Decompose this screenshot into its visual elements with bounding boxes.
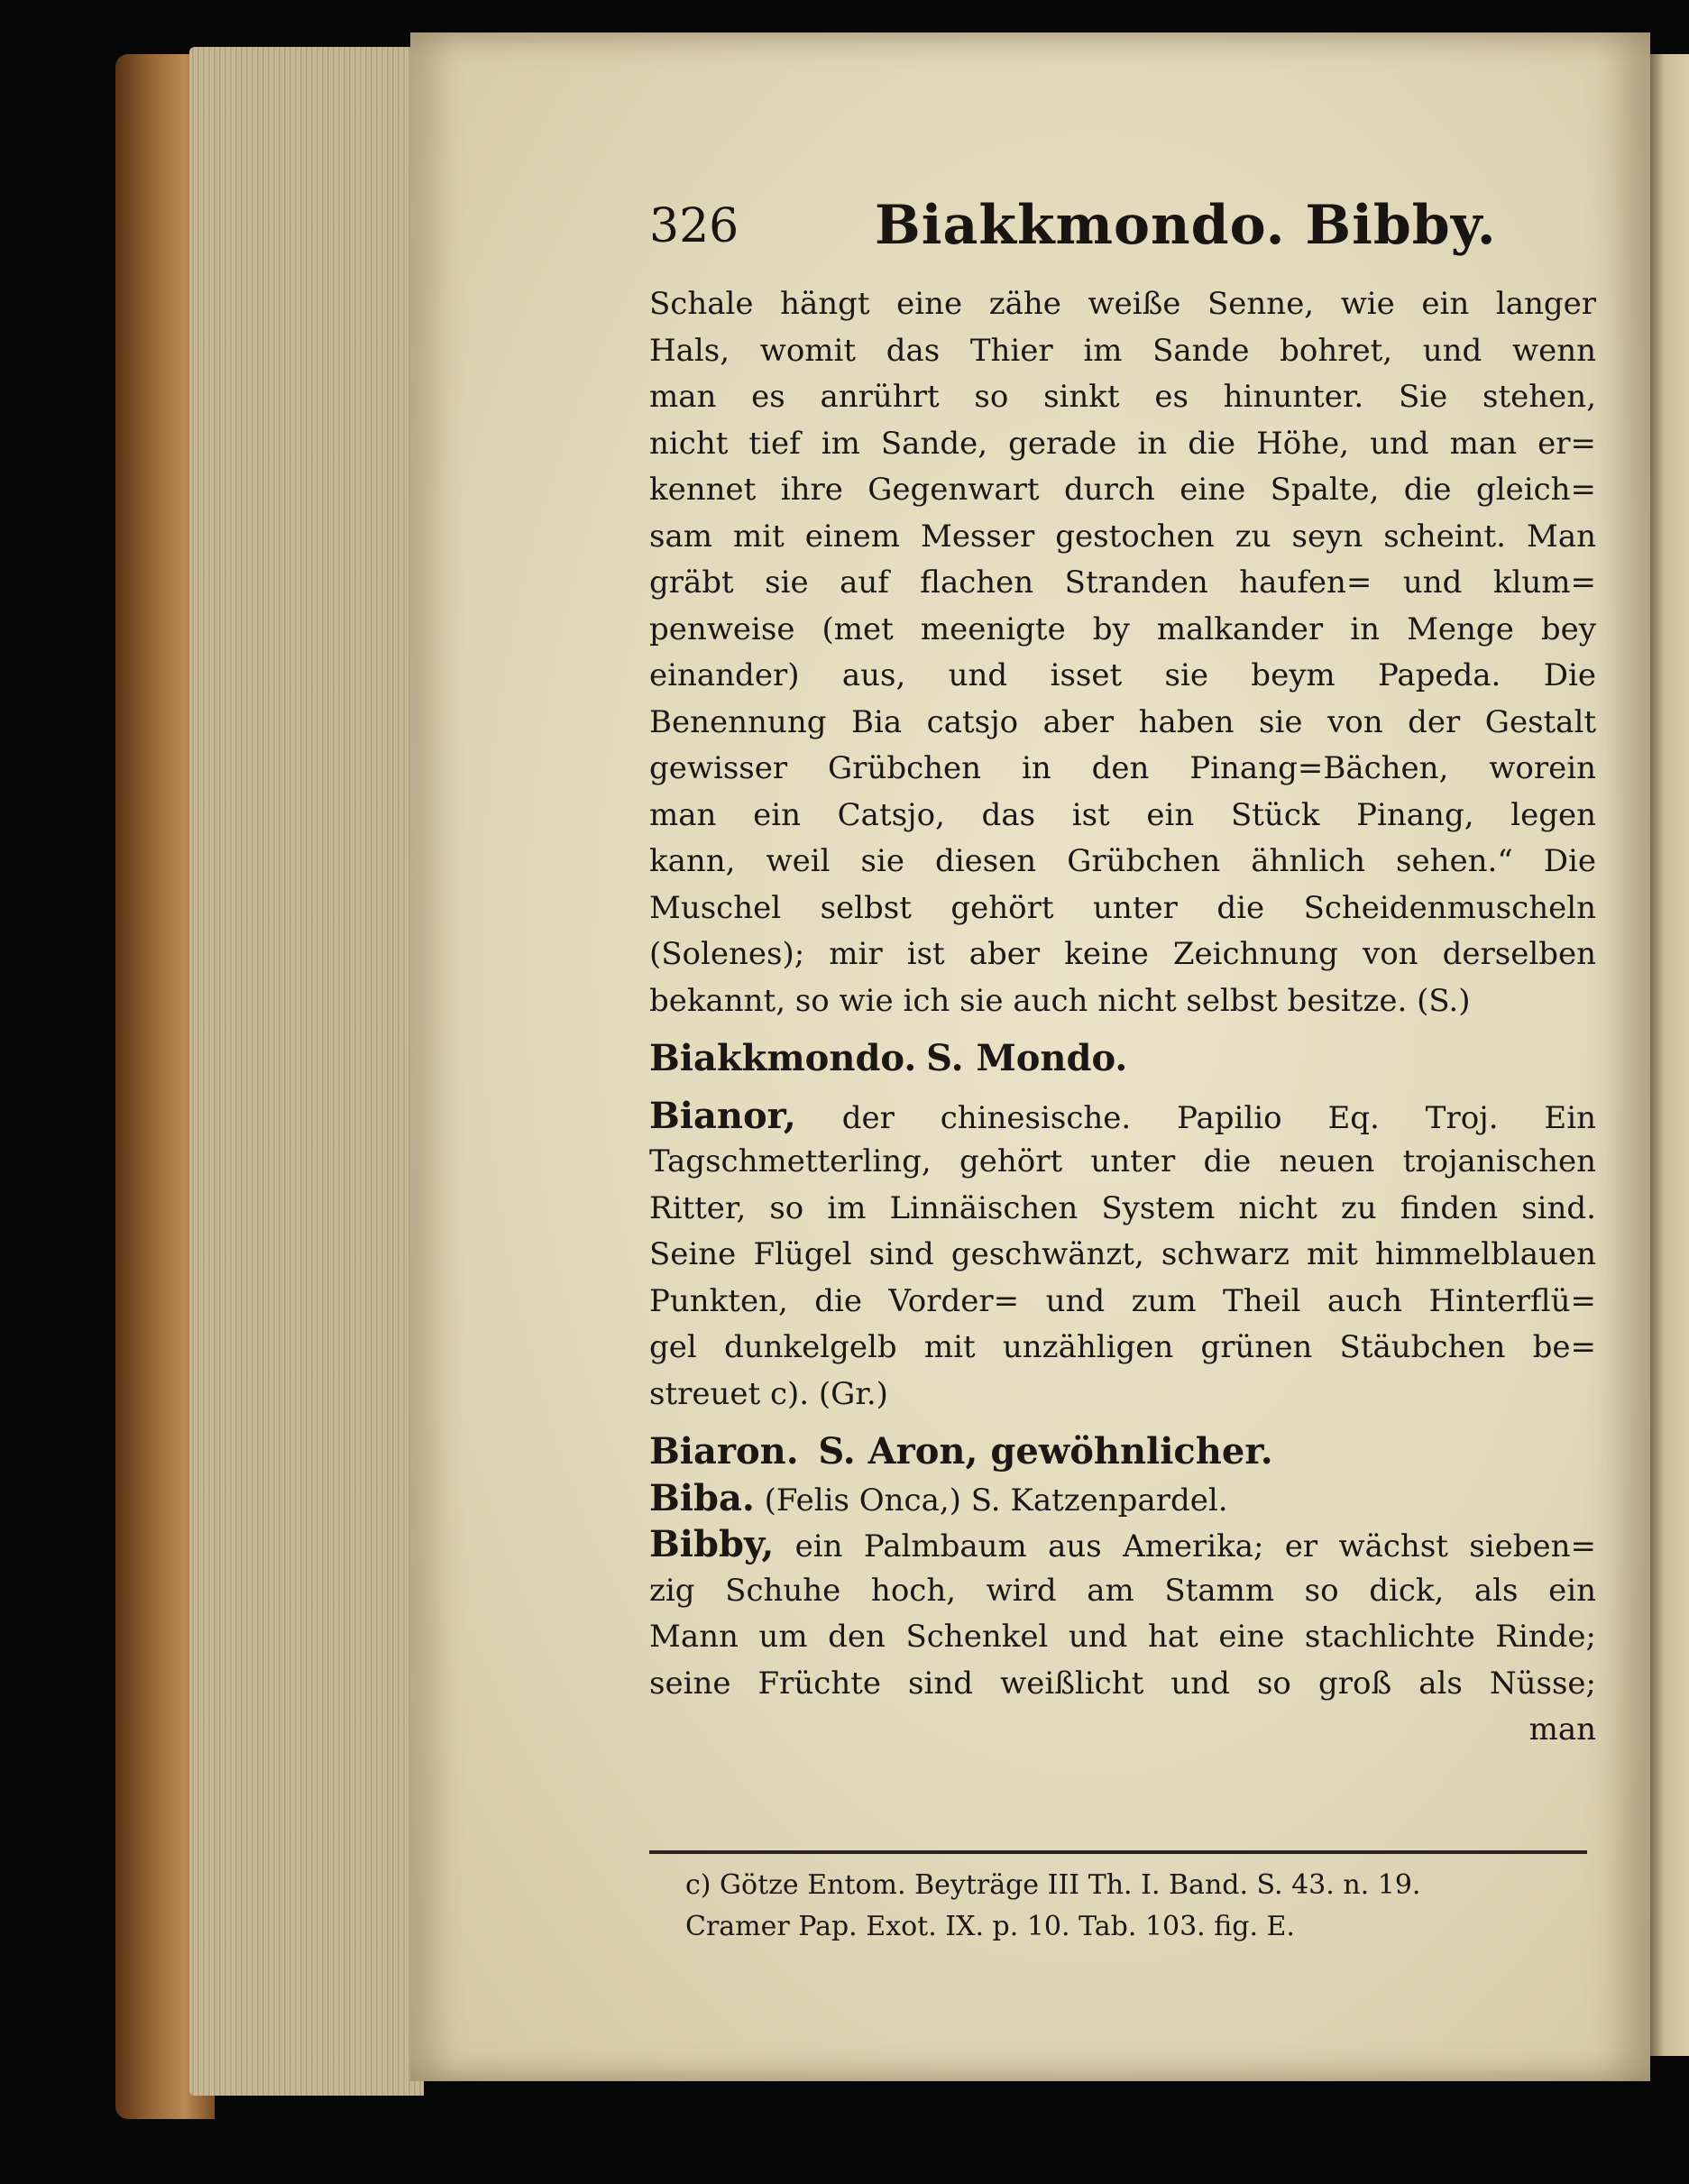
text-line: streuet c). (Gr.)	[649, 1375, 888, 1412]
headword: Biaron.	[649, 1430, 799, 1473]
text-line: Muschel selbst gehört unter die Scheidenmuscheln	[649, 889, 1596, 926]
page-number: 326	[649, 199, 739, 253]
entry-bibby	[649, 1521, 1596, 1568]
text-line: gewisser Grübchen in den Pinang=Bächen, worein	[649, 750, 1596, 786]
text-line: Schale hängt eine zähe weiße Senne, wie ein langer	[649, 286, 1596, 322]
text-line: man es anrührt so sinkt es hinunter. Sie stehen,	[649, 379, 1596, 415]
entry-biba	[649, 1475, 1596, 1522]
cross-reference: S. Aron, gewöhnlicher.	[818, 1430, 1273, 1473]
entry-biakkmondo	[649, 1035, 1596, 1082]
text-line: kennet ihre Gegenwart durch eine Spalte, die gleich=	[649, 472, 1596, 508]
page-edges	[189, 47, 424, 2096]
text-line: Benennung Bia catsjo aber haben sie von der Gestalt	[649, 703, 1596, 740]
text-line: Tagschmetterling, gehört unter die neuen trojanischen	[649, 1143, 1596, 1179]
text-line: sam mit einem Messer gestochen zu seyn scheint. Man	[649, 518, 1596, 555]
text-line: man ein Catsjo, das ist ein Stück Pinang, legen	[649, 796, 1596, 833]
text-line: kann, weil sie diesen Grübchen ähnlich sehen.“ Die	[649, 843, 1596, 879]
text-line: gel dunkelgelb mit unzähligen grünen Stäubchen be=	[649, 1329, 1596, 1365]
headword: Biakkmondo.	[649, 1037, 917, 1079]
main-text	[649, 281, 1596, 1754]
text-line: Mann um den Schenkel und hat eine stachlichte Rinde;	[649, 1619, 1596, 1655]
footnote-divider	[649, 1850, 1587, 1854]
headword: Bianor,	[649, 1094, 796, 1137]
text-line: bekannt, so wie ich sie auch nicht selbst besitze. (S.)	[649, 982, 1471, 1019]
text-line: einander) aus, und isset sie beym Papeda. Die	[649, 657, 1596, 693]
text-line: (Solenes); mir ist aber keine Zeichnung von derselben	[649, 936, 1596, 972]
footnotes	[685, 1865, 1587, 1948]
facing-page-edge	[1648, 54, 1689, 2056]
text-line: Seine Flügel sind geschwänzt, schwarz mit himmelblauen	[649, 1236, 1596, 1272]
entry-text: der chinesische. Papilio Eq. Troj. Ein	[841, 1099, 1596, 1136]
text-line: Punkten, die Vorder= und zum Theil auch Hinterflü=	[649, 1282, 1596, 1319]
text-line: gräbt sie auf flachen Stranden haufen= und klum=	[649, 564, 1596, 601]
footnote-line: Cramer Pap. Exot. IX. p. 10. Tab. 103. fig. E.	[685, 1911, 1295, 1942]
text-line: nicht tief im Sande, gerade in die Höhe, und man er=	[649, 425, 1596, 462]
running-head: Biakkmondo. Bibby.	[875, 194, 1497, 257]
footnote-line: c) Götze Entom. Beyträge III Th. I. Band. S. 43. n. 19.	[685, 1869, 1421, 1901]
entry-text: ein Palmbaum aus Amerika; er wächst sieben=	[794, 1528, 1596, 1565]
text-line: seine Früchte sind weißlicht und so groß als Nüsse;	[649, 1665, 1596, 1702]
catchword: man	[1528, 1711, 1596, 1748]
text-line: penweise (met meenigte by malkander in Menge bey	[649, 610, 1596, 647]
text-line: Ritter, so im Linnäischen System nicht zu finden sind.	[649, 1189, 1596, 1226]
entry-bianor	[649, 1093, 1596, 1140]
text-line: zig Schuhe hoch, wird am Stamm so dick, als ein	[649, 1572, 1596, 1609]
page-header	[649, 194, 1551, 266]
text-line: Hals, womit das Thier im Sande bohret, und wenn	[649, 332, 1596, 369]
entry-biaron	[649, 1428, 1596, 1475]
cross-reference: (Felis Onca,) S. Katzenpardel.	[764, 1482, 1228, 1519]
headword: Bibby,	[649, 1523, 775, 1565]
headword: Biba.	[649, 1476, 755, 1519]
cross-reference: S. Mondo.	[926, 1037, 1128, 1079]
